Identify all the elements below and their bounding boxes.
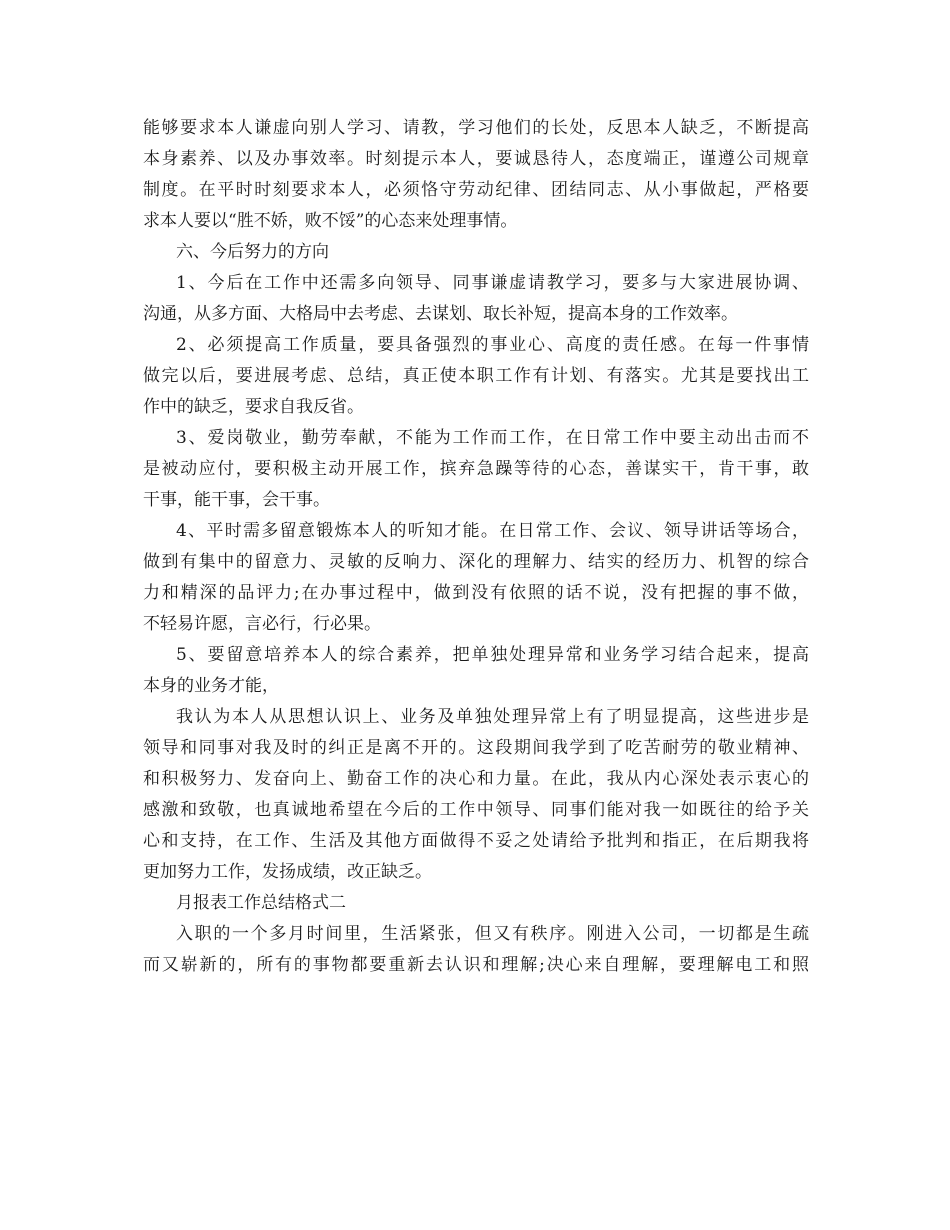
- text-line: 做完以后，要进展考虑、总结，真正使本职工作有计划、有落实。尤其是要找出工: [143, 366, 809, 386]
- text-line: 领导和同事对我及时的纠正是离不开的。这段期间我学到了吃苦耐劳的敬业精神、: [143, 738, 809, 758]
- document-body: [143, 113, 809, 981]
- text-line: 心和支持，在工作、生活及其他方面做得不妥之处请给予批判和指正，在后期我将: [143, 831, 809, 851]
- text-line: 力和精深的品评力;在办事过程中，做到没有依照的话不说，没有把握的事不做，: [143, 583, 809, 603]
- text-line: 5、要留意培养本人的综合素养，把单独处理异常和业务学习结合起来，提高: [176, 645, 809, 665]
- text-line: 2、必须提高工作质量，要具备强烈的事业心、高度的责任感。在每一件事情: [176, 335, 809, 355]
- text-line: 感激和致敬，也真诚地希望在今后的工作中领导、同事们能对我一如既往的给予关: [143, 800, 809, 820]
- text-line: 本身的业务才能，: [143, 676, 279, 696]
- text-line: 沟通，从多方面、大格局中去考虑、去谋划、取长补短，提高本身的工作效率。: [143, 304, 738, 324]
- text-line: 1、今后在工作中还需多向领导、同事谦虚请教学习，要多与大家进展协调、: [176, 273, 809, 293]
- text-line: 本身素养、以及办事效率。时刻提示本人，要诚恳待人，态度端正，谨遵公司规章: [143, 149, 809, 169]
- text-line: 我认为本人从思想认识上、业务及单独处理异常上有了明显提高，这些进步是: [176, 707, 809, 727]
- text-line: 不轻易许愿，言必行，行必果。: [143, 614, 381, 634]
- text-line: 和积极努力、发奋向上、勤奋工作的决心和力量。在此，我从内心深处表示衷心的: [143, 769, 809, 789]
- text-line: 3、爱岗敬业，勤劳奉献，不能为工作而工作，在日常工作中要主动出击而不: [176, 428, 809, 448]
- text-line: 制度。在平时时刻要求本人，必须恪守劳动纪律、团结同志、从小事做起，严格要: [143, 180, 809, 200]
- text-line: 入职的一个多月时间里，生活紧张，但又有秩序。刚进入公司，一切都是生疏: [176, 924, 809, 944]
- text-line: 月报表工作总结格式二: [176, 893, 346, 913]
- text-line: 而又崭新的，所有的事物都要重新去认识和理解;决心来自理解，要理解电工和照: [143, 955, 809, 975]
- text-line: 作中的缺乏，要求自我反省。: [143, 397, 364, 417]
- text-line: 4、平时需多留意锻炼本人的听知才能。在日常工作、会议、领导讲话等场合，: [176, 521, 809, 541]
- text-line: 做到有集中的留意力、灵敏的反响力、深化的理解力、结实的经历力、机智的综合: [143, 552, 809, 572]
- text-line: 更加努力工作，发扬成绩，改正缺乏。: [143, 862, 432, 882]
- text-line: 求本人要以“胜不娇，败不馁”的心态来处理事情。: [143, 211, 518, 231]
- text-line: 干事，能干事，会干事。: [143, 490, 330, 510]
- text-line: 六、今后努力的方向: [176, 242, 329, 262]
- text-line: 能够要求本人谦虚向别人学习、请教，学习他们的长处，反思本人缺乏，不断提高: [143, 118, 809, 138]
- text-line: 是被动应付，要积极主动开展工作，摈弃急躁等待的心态，善谋实干，肯干事，敢: [143, 459, 809, 479]
